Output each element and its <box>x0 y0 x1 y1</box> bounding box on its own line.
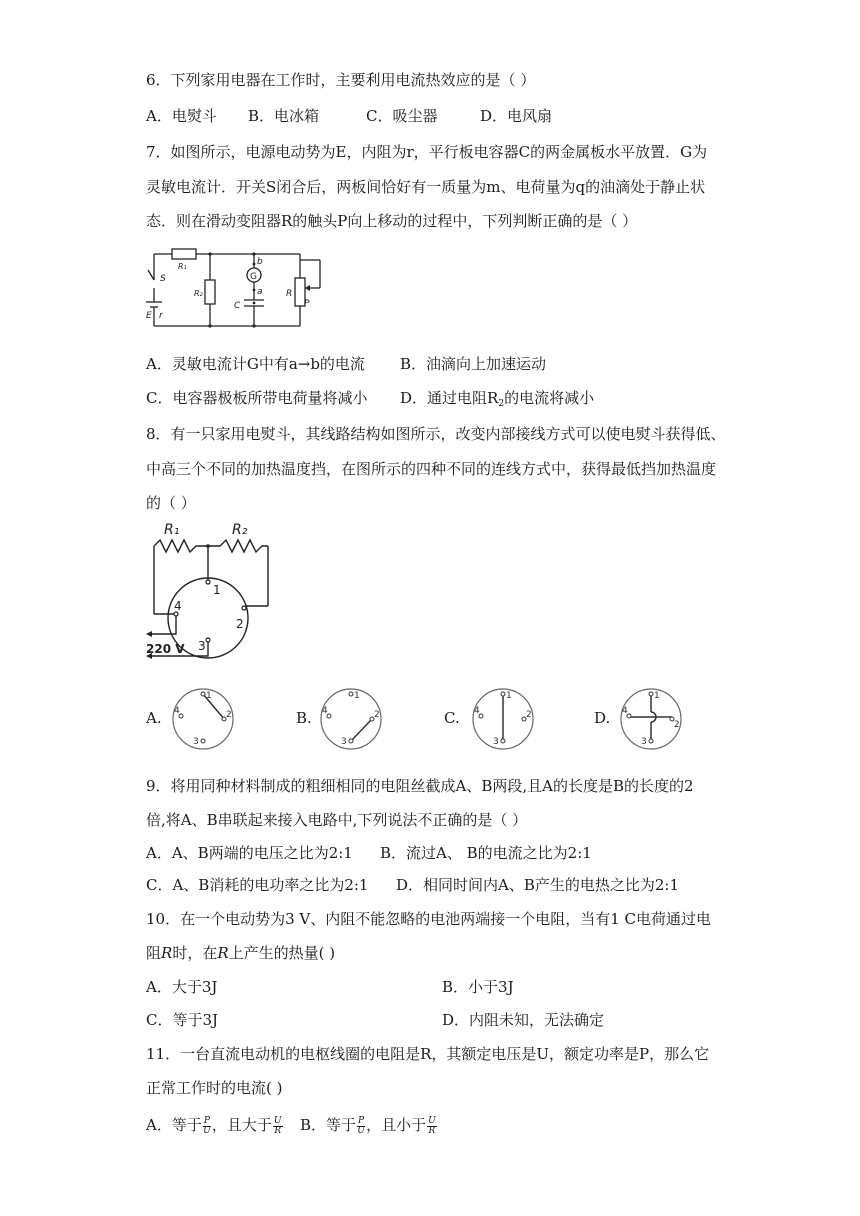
q7-stem-line1: 7．如图所示，电源电动势为E，内阻为r，平行板电容器C的两金属板水平放置．G为 <box>146 143 708 161</box>
svg-text:3: 3 <box>641 737 647 747</box>
q9-option-d: D．相同时间内A、B产生的电热之比为2:1 <box>396 876 680 894</box>
svg-text:2: 2 <box>226 710 232 720</box>
q11-fraction-p-over-u: $\frac{P}{U}$ <box>203 1115 211 1136</box>
q10-stem-2e: 上产生的热量( ) <box>228 944 336 962</box>
q7-label-a: a <box>257 287 263 297</box>
q10-option-a: A．大于3J <box>146 978 218 996</box>
q6-stem: 6．下列家用电器在工作时，主要利用电流热效应的是（ ） <box>146 71 536 89</box>
q10-stem-line2 <box>146 943 335 963</box>
svg-text:1: 1 <box>206 691 212 701</box>
q7-label-s: S <box>160 274 166 284</box>
svg-text:2: 2 <box>674 720 680 730</box>
q11-stem-line1: 11．一台直流电动机的电枢线圈的电阻是R，其额定电压是U，额定功率是P，那么它 <box>146 1045 710 1063</box>
q7-label-r2: R₂ <box>194 289 203 298</box>
q7-label-r1: R₁ <box>178 262 187 271</box>
svg-text:1: 1 <box>654 691 660 701</box>
q10-stem-2a: 阻 <box>146 944 162 962</box>
q10-stem-2d: R <box>217 944 229 962</box>
q6-option-a: A．电熨斗 <box>146 107 217 125</box>
q8-option-a-letter: A. <box>146 709 162 727</box>
q10-option-d: D．内阻未知，无法确定 <box>442 1011 605 1029</box>
q11-option-a-pre: A．等于 <box>146 1116 202 1134</box>
q7-option-d-sub: 2 <box>498 399 505 409</box>
q10-stem-2b: R <box>161 944 173 962</box>
q9-option-c: C．A、B消耗的电功率之比为2:1 <box>146 876 369 894</box>
q8-stem-line2: 中高三个不同的加热温度挡，在图所示的四种不同的连线方式中，获得最低挡加热温度 <box>146 460 717 478</box>
q8-iron-circuit-diagram <box>140 516 280 668</box>
q11-option-b-mid: ，且小于 <box>366 1116 427 1134</box>
q11-option-b <box>300 1115 438 1136</box>
q7-label-r: r <box>159 311 163 321</box>
q9-option-a: A．A、B两端的电压之比为2:1 <box>146 844 353 862</box>
q10-stem-line1: 10．在一个电动势为3 V、内阻不能忽略的电池两端接一个电阻，当有1 C电荷通过电 <box>146 910 712 928</box>
q8-label-3: 3 <box>198 639 206 653</box>
q8-label-1: 1 <box>213 583 221 597</box>
q7-label-e: E <box>146 311 152 321</box>
q6-option-d: D．电风扇 <box>480 107 553 125</box>
q7-option-a: A．灵敏电流计G中有a→b的电流 <box>146 355 365 373</box>
q9-option-b: B．流过A、 B的电流之比为2:1 <box>380 844 592 862</box>
q8-option-b-letter: B. <box>296 709 312 727</box>
q7-label-g: G <box>250 272 257 282</box>
q10-stem-2c: 时，在 <box>172 944 218 962</box>
svg-text:1: 1 <box>354 691 360 701</box>
q11-fraction-p-over-u-b: $\frac{P}{U}$ <box>357 1115 365 1136</box>
q7-option-d-post: 的电流将减小 <box>504 389 595 407</box>
q7-option-b: B．油滴向上加速运动 <box>400 355 547 373</box>
q8-stem-line1: 8．有一只家用电熨斗，其线路结构如图所示，改变内部接线方式可以使电熨斗获得低、 <box>146 425 726 443</box>
q9-stem-line1: 9．将用同种材料制成的粗细相同的电阻丝截成A、B两段,且A的长度是B的长度的2 <box>146 777 694 795</box>
q7-option-d <box>400 388 594 414</box>
q8-label-r1: R₁ <box>164 522 180 538</box>
q8-option-d-letter: D. <box>594 709 611 727</box>
q6-option-b: B．电冰箱 <box>248 107 320 125</box>
q7-label-rv: R <box>286 289 293 299</box>
q7-label-c: C <box>234 301 241 311</box>
svg-text:3: 3 <box>193 737 199 747</box>
q11-fraction-u-over-r: $\frac{U}{R}$ <box>273 1115 282 1136</box>
q10-option-c: C．等于3J <box>146 1011 219 1029</box>
svg-text:4: 4 <box>322 706 328 716</box>
q7-stem-line2: 灵敏电流计．开关S闭合后，两板间恰好有一质量为m、电荷量为q的油滴处于静止状 <box>146 178 706 196</box>
q8-option-a-diagram <box>170 686 240 752</box>
q11-fraction-u-over-r-b: $\frac{U}{R}$ <box>428 1115 436 1136</box>
q8-label-220v: 220 V <box>146 642 185 656</box>
q7-option-d-pre: D．通过电阻R <box>400 389 499 407</box>
q8-stem-line3: 的（ ） <box>146 494 196 512</box>
q8-option-c-letter: C. <box>444 709 460 727</box>
q11-option-a <box>146 1115 284 1136</box>
q8-option-d-diagram <box>618 686 688 752</box>
q7-label-b: b <box>257 257 263 267</box>
svg-text:4: 4 <box>474 706 480 716</box>
q8-option-b-diagram <box>318 686 388 752</box>
q10-option-b: B．小于3J <box>442 978 514 996</box>
svg-text:2: 2 <box>526 710 532 720</box>
q11-option-b-pre: B．等于 <box>300 1116 357 1134</box>
q9-stem-line2: 倍,将A、B串联起来接入电路中,下列说法不正确的是（ ） <box>146 811 528 829</box>
q7-label-p: P <box>304 299 310 309</box>
svg-text:4: 4 <box>174 706 180 716</box>
q11-stem-line2: 正常工作时的电流( ) <box>146 1079 283 1097</box>
q7-option-c: C．电容器极板所带电荷量将减小 <box>146 389 368 407</box>
svg-text:1: 1 <box>506 691 512 701</box>
svg-text:2: 2 <box>374 710 380 720</box>
q8-label-4: 4 <box>174 599 182 613</box>
q11-option-a-mid: ，且大于 <box>211 1116 272 1134</box>
q8-option-c-diagram <box>470 686 540 752</box>
svg-text:4: 4 <box>622 706 628 716</box>
q7-stem-line3: 态．则在滑动变阻器R的触头P向上移动的过程中，下列判断正确的是（ ） <box>146 212 638 230</box>
q8-label-2: 2 <box>236 617 244 631</box>
q7-circuit-diagram <box>140 244 330 336</box>
svg-text:3: 3 <box>341 737 347 747</box>
svg-text:3: 3 <box>493 737 499 747</box>
q6-option-c: C．吸尘器 <box>366 107 438 125</box>
q8-label-r2: R₂ <box>232 522 248 538</box>
